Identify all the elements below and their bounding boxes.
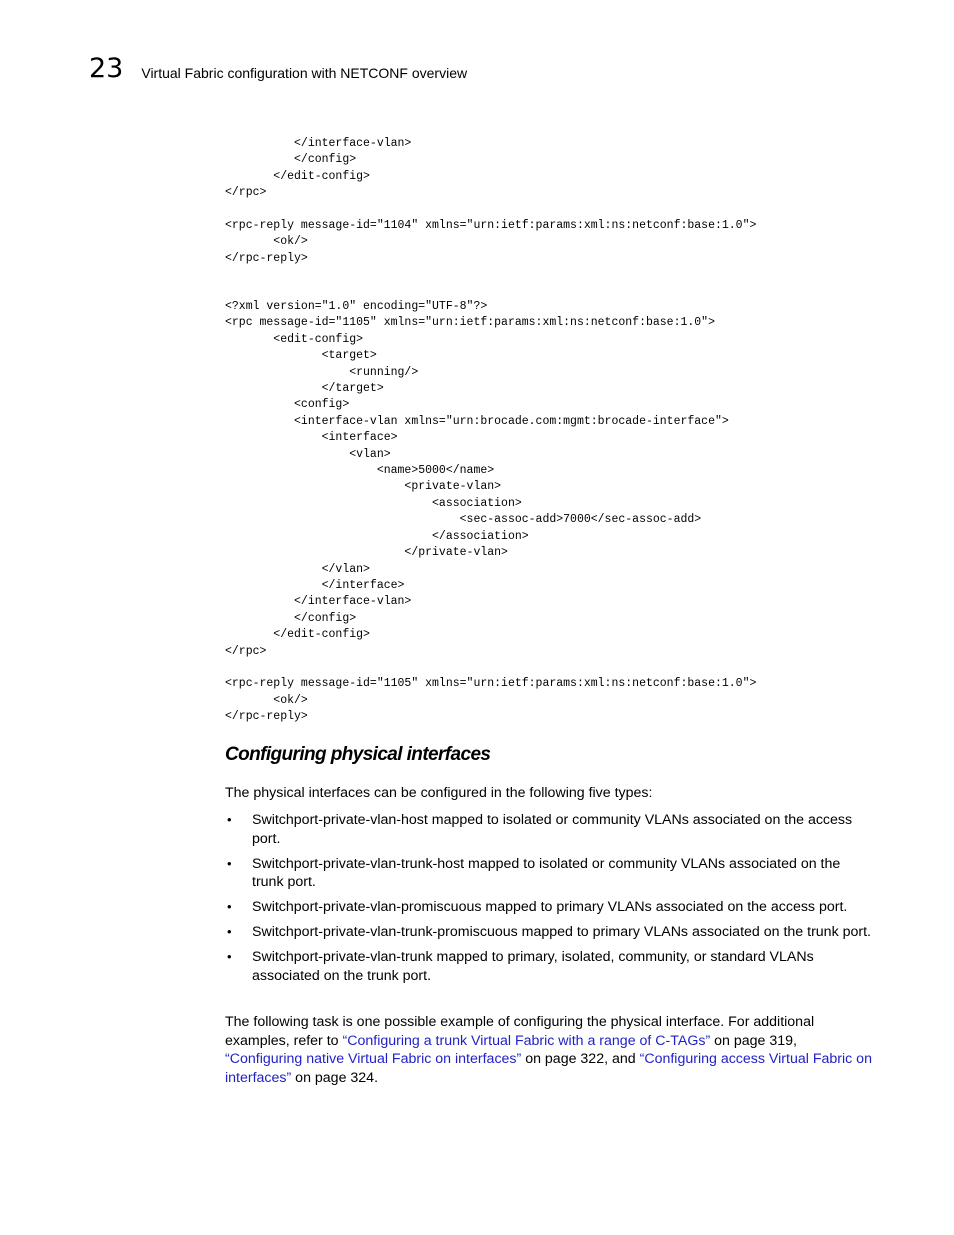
bullet-icon: • [227, 949, 232, 965]
list-item-text: Switchport-private-vlan-promiscuous mapped to primary VLANs associated on the access port. [252, 899, 848, 916]
section-intro: The physical interfaces can be configured in the following five types: [225, 785, 653, 801]
page-header [89, 54, 467, 84]
closing-text-1: The following task is one possible example of configuring the physical interface. For additional examples, refer to [225, 1014, 815, 1049]
bullet-icon: • [227, 924, 232, 940]
list-item [225, 898, 875, 917]
closing-text-2: on page 319, [710, 1032, 797, 1049]
link-trunk-virtual-fabric-c-tags[interactable]: “Configuring a trunk Virtual Fabric with a range of C-TAGs” [342, 1032, 711, 1049]
section-heading: Configuring physical interfaces [225, 744, 491, 765]
list-item-text: Switchport-private-vlan-trunk-promiscuous mapped to primary VLANs associated on the trunk port. [252, 924, 871, 941]
closing-text-4: on page 324. [291, 1070, 379, 1087]
interface-types-list [225, 811, 875, 992]
list-item [225, 948, 875, 985]
list-item [225, 923, 875, 942]
bullet-icon: • [227, 899, 232, 915]
link-access-virtual-fabric[interactable]: “Configuring access Virtual Fabric on interfaces” [225, 1051, 872, 1087]
bullet-icon: • [227, 812, 232, 827]
closing-text-3: on page 322, and [521, 1051, 640, 1068]
chapter-number: 23 [89, 53, 124, 84]
link-native-virtual-fabric[interactable]: “Configuring native Virtual Fabric on interfaces” [225, 1051, 522, 1068]
chapter-title: Virtual Fabric configuration with NETCONF overview [141, 65, 468, 81]
list-item-text: Switchport-private-vlan-host mapped to isolated or community VLANs associated on the access port. [252, 812, 853, 847]
list-item [225, 855, 875, 892]
bullet-icon: • [227, 855, 232, 871]
list-item-text: Switchport-private-vlan-trunk mapped to primary, isolated, community, or standard VLANs associated on the trunk port. [252, 949, 814, 985]
list-item-text: Switchport-private-vlan-trunk-host mapped to isolated or community VLANs associated on the trunk port. [252, 855, 841, 891]
code-block-rpc-1105: <?xml version="1.0" encoding="UTF-8"?> <rpc message-id="1105" xmlns="urn:ietf:params:xml:ns:netconf:base:1.0"> <edit-config> <target> <running/> </target> <config> <interface-vlan xmlns="urn:brocade.com:mgmt:brocade-interface"> <interface> <vlan> <name>5000</name> <private-vlan> <association> <sec-assoc-add>7000</sec-assoc-add> </association> </private-vlan> </vlan> </interface> </interface-vlan> </config> </edit-config> </rpc> <rpc-reply message-id="1105" xmlns="urn:ietf:params:xml:ns:netconf:base:1.0"> <ok/> </rpc-reply> [225, 300, 757, 724]
code-block-rpc-1104: </interface-vlan> </config> </edit-config> </rpc> <rpc-reply message-id="1104" xmlns="urn:ietf:params:xml:ns:netconf:base:1.0"> <ok/> </rpc-reply> [225, 137, 757, 265]
closing-paragraph [225, 1013, 875, 1088]
list-item [225, 811, 875, 848]
